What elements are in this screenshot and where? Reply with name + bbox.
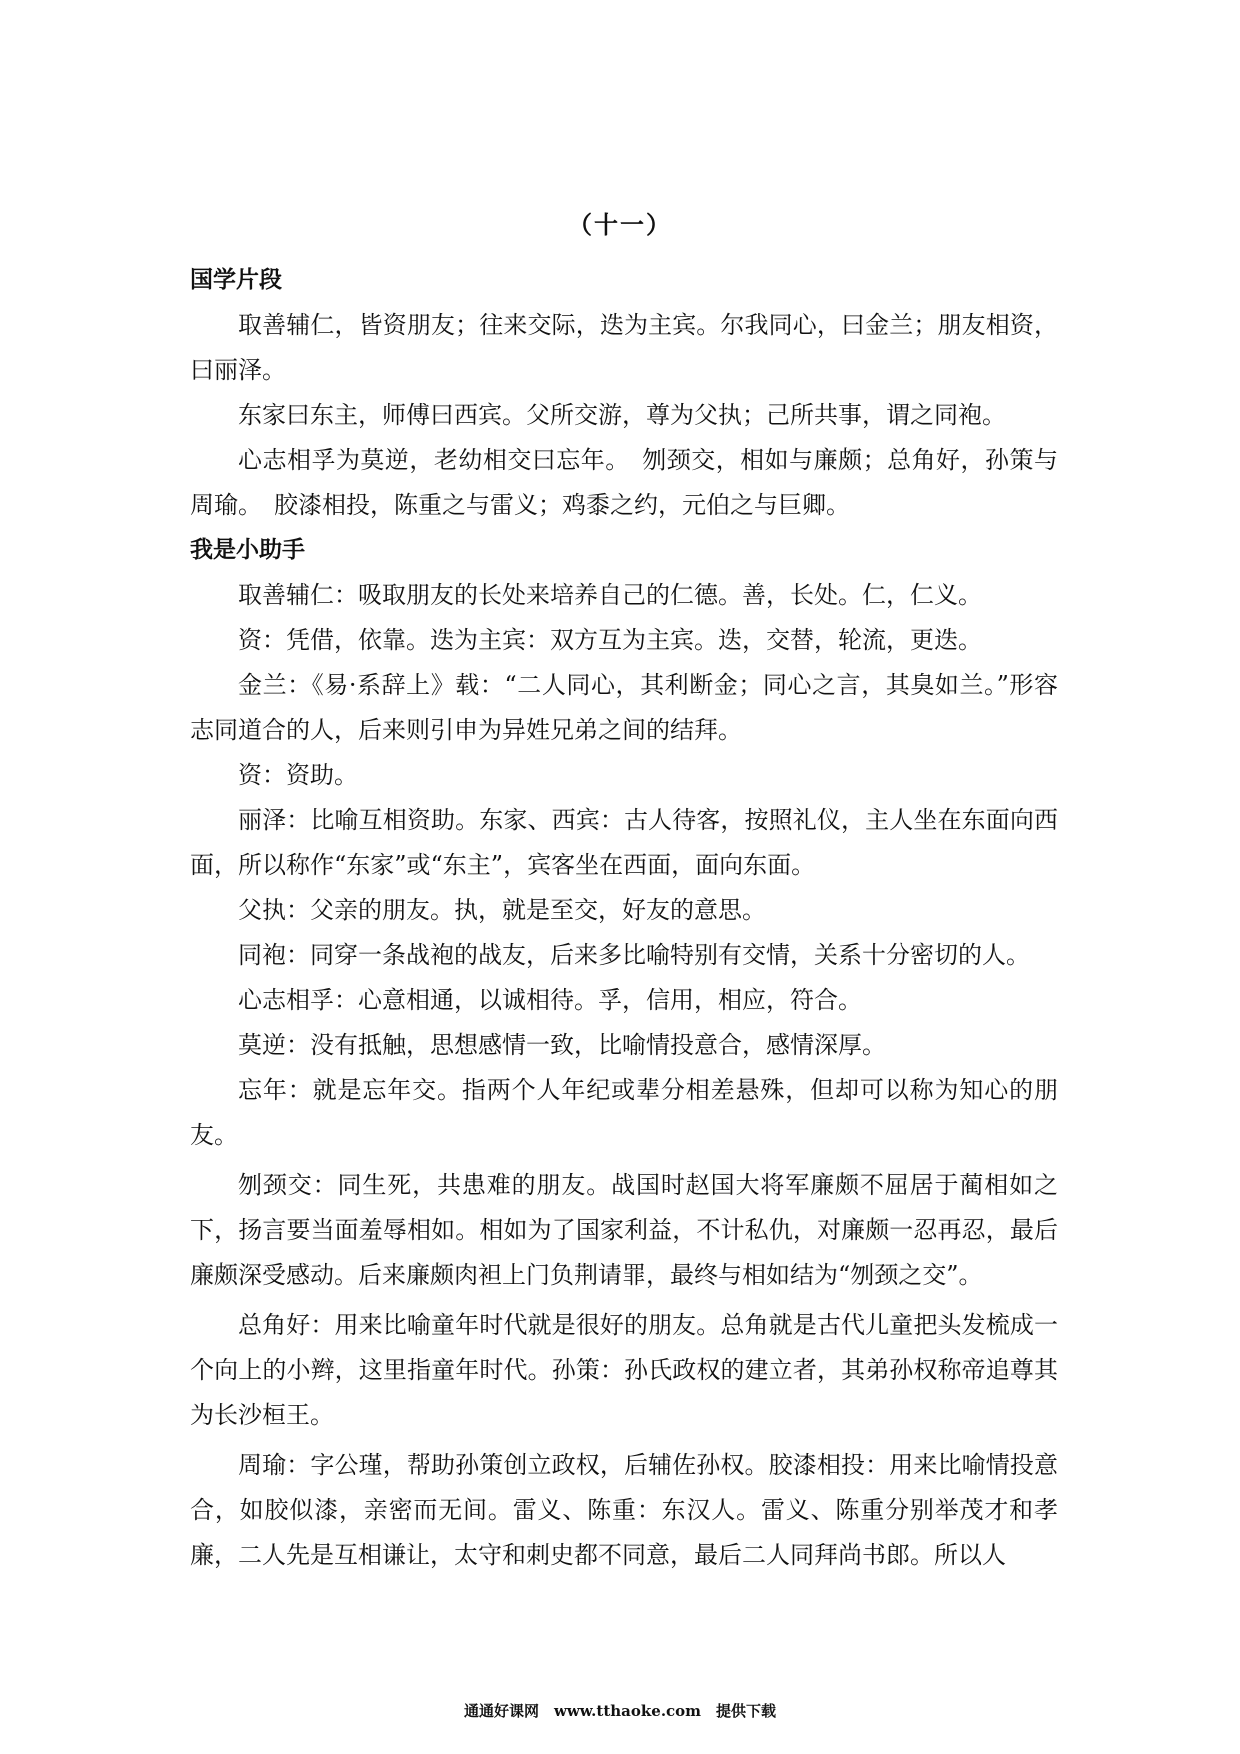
helper-paragraph: 忘年：就是忘年交。指两个人年纪或辈分相差悬殊，但却可以称为知心的朋友。: [190, 1076, 1058, 1149]
section-heading-helper: 我是小助手: [190, 537, 305, 563]
helper-paragraph: 金兰：《易·系辞上》载：“二人同心，其利断金；同心之言，其臭如兰。”形容志同道合的人，后来则引申为异姓兄弟之间的结拜。: [190, 671, 1058, 744]
helper-paragraph: 资：资助。: [238, 761, 358, 789]
helper-paragraph: 刎颈交：同生死，共患难的朋友。战国时赵国大将军廉颇不屈居于蔺相如之下，扬言要当面羞辱相如。相如为了国家利益，不计私仇，对廉颇一忍再忍，最后廉颇深受感动。后来廉颇肉袒上门负荆请罪，最终与相如结为“刎颈之交”。: [190, 1171, 1058, 1289]
section-heading-guoxue: 国学片段: [190, 267, 282, 293]
helper-paragraph: 同袍：同穿一条战袍的战友，后来多比喻特别有交情，关系十分密切的人。: [238, 941, 1030, 969]
helper-paragraph: 心志相孚：心意相通，以诚相待。孚，信用，相应，符合。: [238, 986, 862, 1014]
helper-paragraph: 丽泽：比喻互相资助。东家、西宾：古人待客，按照礼仪，主人坐在东面向西面，所以称作“东家”或“东主”，宾客坐在西面，面向东面。: [190, 806, 1058, 879]
guoxue-paragraph: 心志相孚为莫逆，老幼相交曰忘年。 刎颈交，相如与廉颇；总角好，孙策与周瑜。 胶漆相投，陈重之与雷义；鸡黍之约，元伯之与巨卿。: [190, 446, 1058, 519]
helper-paragraph: 资：凭借，依靠。迭为主宾：双方互为主宾。迭，交替，轮流，更迭。: [238, 626, 982, 654]
guoxue-paragraph: 取善辅仁，皆资朋友；往来交际，迭为主宾。尔我同心，曰金兰；朋友相资，曰丽泽。: [190, 311, 1058, 384]
helper-paragraph: 父执：父亲的朋友。执，就是至交，好友的意思。: [238, 896, 766, 924]
helper-paragraph: 取善辅仁：吸取朋友的长处来培养自己的仁德。善，长处。仁，仁义。: [238, 581, 982, 609]
guoxue-paragraph: 东家曰东主，师傅曰西宾。父所交游，尊为父执；己所共事，谓之同袍。: [238, 401, 1006, 429]
helper-paragraph: 莫逆：没有抵触，思想感情一致，比喻情投意合，感情深厚。: [238, 1031, 886, 1059]
helper-paragraph: 周瑜：字公瑾，帮助孙策创立政权，后辅佐孙权。胶漆相投：用来比喻情投意合，如胶似漆，亲密而无间。雷义、陈重：东汉人。雷义、陈重分别举茂才和孝廉，二人先是互相谦让，太守和刺史都不同意，最后二人同拜尚书郎。所以人: [190, 1451, 1058, 1569]
page-footer: 通通好课网 www.tthaoke.com 提供下载: [463, 1702, 777, 1720]
page-title: （十一）: [568, 210, 672, 239]
document-body: [190, 258, 1058, 1578]
helper-paragraph: 总角好：用来比喻童年时代就是很好的朋友。总角就是古代儿童把头发梳成一个向上的小辫，这里指童年时代。孙策：孙氏政权的建立者，其弟孙权称帝追尊其为长沙桓王。: [190, 1311, 1058, 1429]
